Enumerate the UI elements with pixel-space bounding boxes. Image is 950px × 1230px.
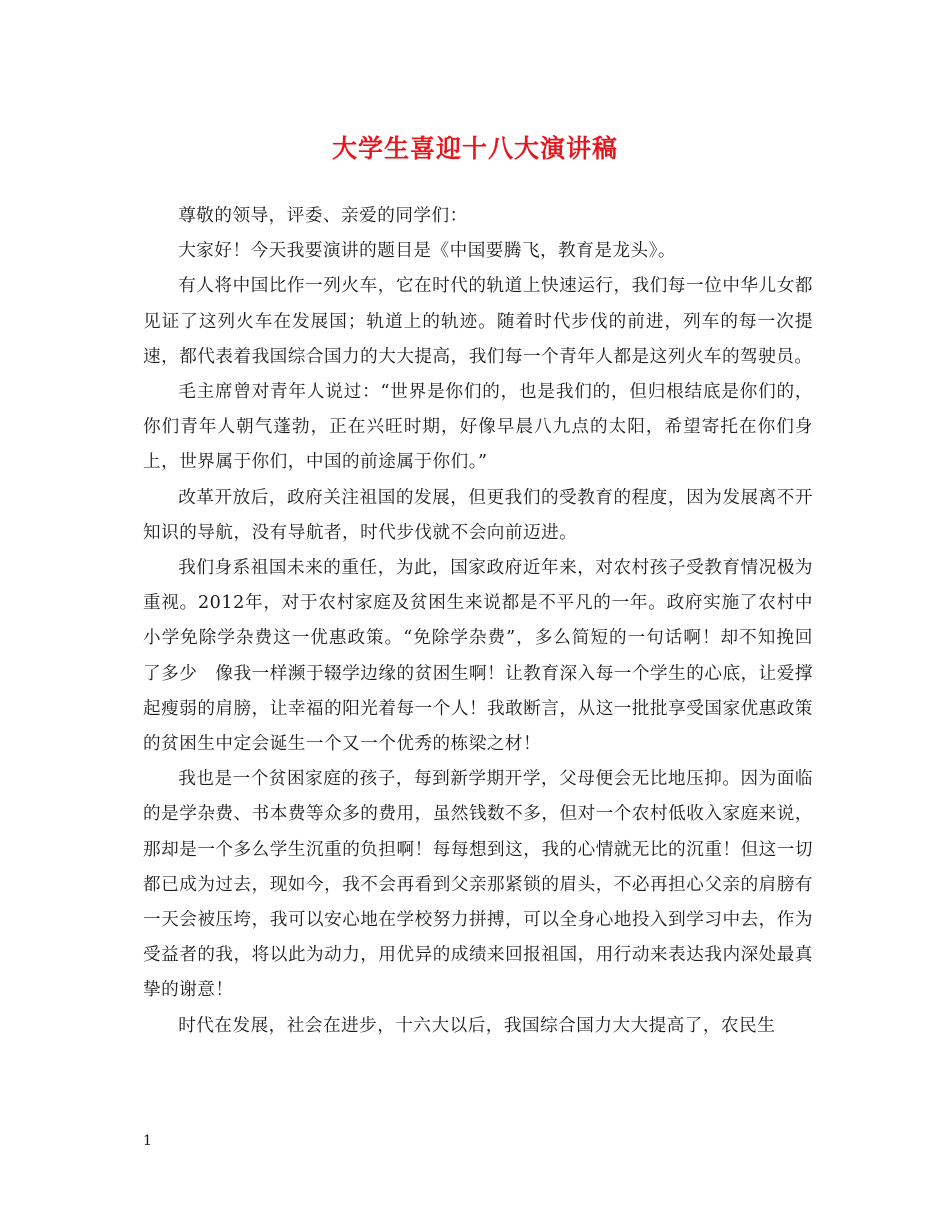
body-paragraph: 有人将中国比作一列火车，它在时代的轨道上快速运行，我们每一位中华儿女都见证了这列火车在发展国；轨道上的轨迹。随着时代步伐的前进，列车的每一次提速，都代表着我国综合国力的大大提高，我们每一个青年人都是这列火车的驾驶员。 <box>143 276 813 367</box>
document-body <box>143 199 813 1044</box>
body-paragraph: 时代在发展，社会在进步，十六大以后，我国综合国力大大提高了，农民生 <box>178 1015 776 1036</box>
document-title: 大学生喜迎十八大演讲稿 <box>331 134 618 163</box>
greeting-paragraph: 大家好！今天我要演讲的题目是《中国要腾飞，教育是龙头》。 <box>178 241 677 262</box>
body-paragraph: 毛主席曾对青年人说过：“世界是你们的，也是我们的，但归根结底是你们的，你们青年人朝气蓬勃，正在兴旺时期，好像早晨八九点的太阳，希望寄托在你们身上，世界属于你们，中国的前途属于你们。” <box>143 382 813 473</box>
body-paragraph: 改革开放后，政府关注祖国的发展，但更我们的受教育的程度，因为发展离不开知识的导航，没有导航者，时代步伐就不会向前迈进。 <box>143 487 813 543</box>
body-paragraph: 我们身系祖国未来的重任，为此，国家政府近年来，对农村孩子受教育情况极为重视。2012年，对于农村家庭及贫困生来说都是不平凡的一年。政府实施了农村中小学免除学杂费这一优惠政策。“免除学杂费”，多么简短的一句话啊！却不知挽回了多少 像我一样濒于辍学边缘的贫困生啊！让教育深入每一个学生的心底，让爱撑起瘦弱的肩膀，让幸福的阳光着每一个人！我敢断言，从这一批批享受国家优惠政策的贫困生中定会诞生一个又一个优秀的栋梁之材！ <box>143 558 813 755</box>
body-paragraph: 我也是一个贫困家庭的孩子，每到新学期开学，父母便会无比地压抑。因为面临的是学杂费、书本费等众多的费用，虽然钱数不多，但对一个农村低收入家庭来说，那却是一个多么学生沉重的负担啊！每每想到这，我的心情就无比的沉重！但这一切都已成为过去，现如今，我不会再看到父亲那紧锁的眉头，不必再担心父亲的肩膀有一天会被压垮，我可以安心地在学校努力拼搏，可以全身心地投入到学习中去，作为受益者的我，将以此为动力，用优异的成绩来回报祖国，用行动来表达我内深处最真挚的谢意！ <box>143 769 813 1001</box>
salutation-paragraph: 尊敬的领导，评委、亲爱的同学们： <box>178 206 468 226</box>
page-number: 1 <box>143 1133 152 1149</box>
